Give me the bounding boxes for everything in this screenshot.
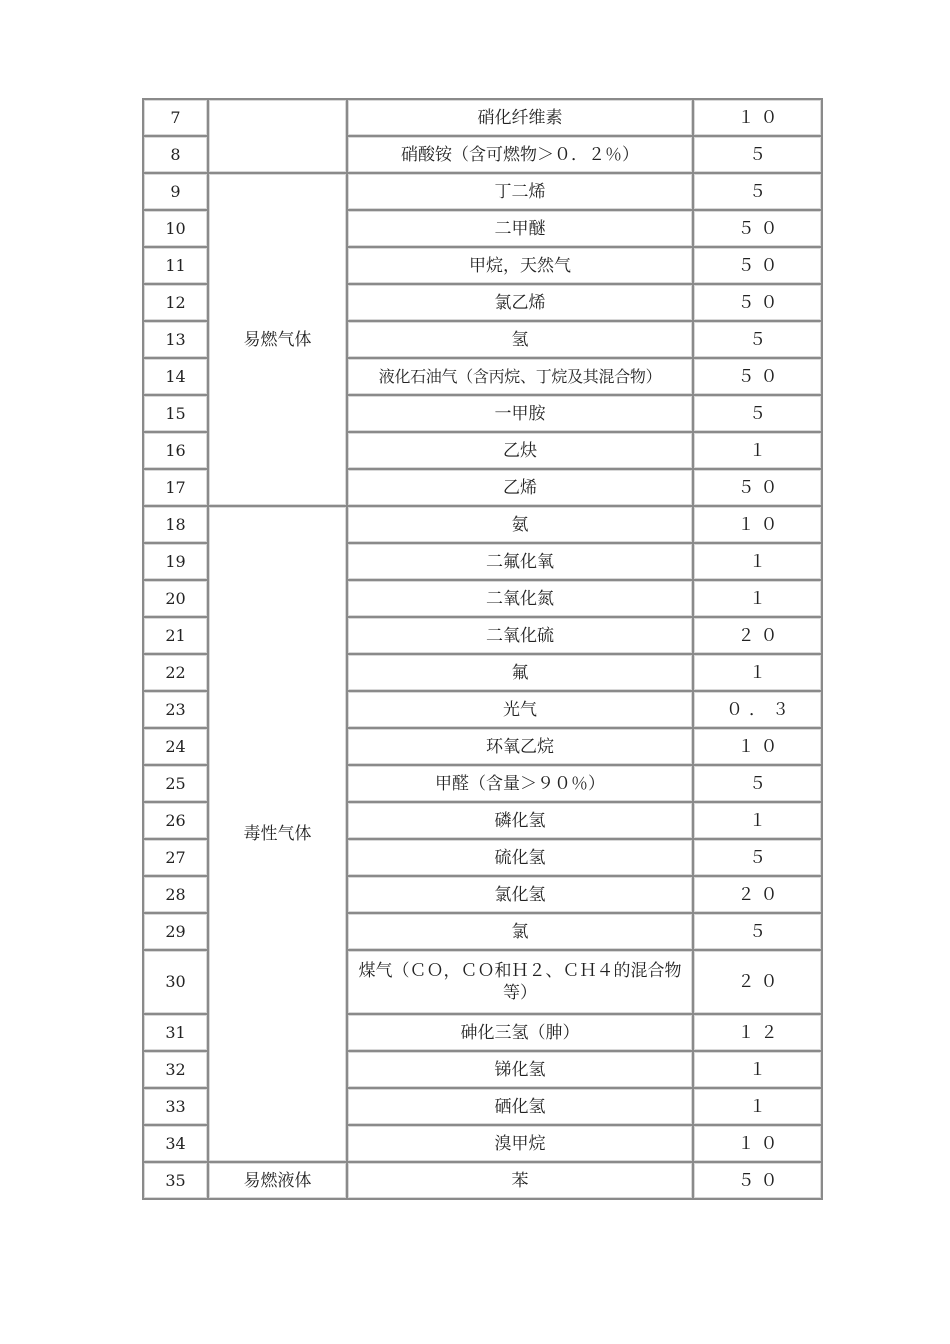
row-number: 35 (144, 1163, 209, 1200)
row-number: 20 (144, 581, 209, 618)
substance-name: 溴甲烷 (348, 1126, 694, 1163)
threshold-quantity: ２０ (694, 877, 823, 914)
row-number: 13 (144, 322, 209, 359)
threshold-quantity: ５０ (694, 285, 823, 322)
row-number: 28 (144, 877, 209, 914)
substance-name: 乙烯 (348, 470, 694, 507)
category-cell-empty (209, 100, 348, 174)
row-number: 17 (144, 470, 209, 507)
threshold-quantity: ５０ (694, 470, 823, 507)
row-number: 21 (144, 618, 209, 655)
threshold-quantity: ５０ (694, 211, 823, 248)
threshold-quantity: １ (694, 1052, 823, 1089)
row-number: 26 (144, 803, 209, 840)
substance-name: 光气 (348, 692, 694, 729)
threshold-quantity: ５０ (694, 359, 823, 396)
table-row (144, 174, 823, 211)
threshold-quantity: １ (694, 1089, 823, 1126)
threshold-quantity: ０．３ (694, 692, 823, 729)
substance-name: 丁二烯 (348, 174, 694, 211)
row-number: 10 (144, 211, 209, 248)
substance-name: 砷化三氢（胂） (348, 1015, 694, 1052)
substance-name: 煤气（ＣＯ，ＣＯ和Ｈ２、ＣＨ４的混合物等） (348, 951, 694, 1015)
substance-name: 氨 (348, 507, 694, 544)
row-number: 16 (144, 433, 209, 470)
threshold-quantity: ５ (694, 396, 823, 433)
row-number: 12 (144, 285, 209, 322)
threshold-quantity: １ (694, 544, 823, 581)
row-number: 25 (144, 766, 209, 803)
category-toxic-gas: 毒性气体 (209, 507, 348, 1163)
substance-name: 甲烷，天然气 (348, 248, 694, 285)
threshold-quantity: １０ (694, 729, 823, 766)
row-number: 30 (144, 951, 209, 1015)
substance-name: 氯 (348, 914, 694, 951)
table-row (144, 100, 823, 137)
substance-name: 液化石油气（含丙烷、丁烷及其混合物） (348, 359, 694, 396)
substance-name: 氯乙烯 (348, 285, 694, 322)
substance-name: 二氧化硫 (348, 618, 694, 655)
substance-name: 硒化氢 (348, 1089, 694, 1126)
table-row (144, 507, 823, 544)
threshold-quantity: １０ (694, 507, 823, 544)
substance-name: 甲醛（含量＞９０％） (348, 766, 694, 803)
threshold-quantity: １２ (694, 1015, 823, 1052)
table-row (144, 1163, 823, 1200)
substance-name: 二氟化氧 (348, 544, 694, 581)
row-number: 8 (144, 137, 209, 174)
hazardous-substances-table (142, 98, 823, 1200)
substance-name: 二氧化氮 (348, 581, 694, 618)
threshold-quantity: １ (694, 433, 823, 470)
row-number: 29 (144, 914, 209, 951)
threshold-quantity: ５ (694, 137, 823, 174)
category-flammable-gas: 易燃气体 (209, 174, 348, 507)
row-number: 22 (144, 655, 209, 692)
substance-name: 氢 (348, 322, 694, 359)
row-number: 24 (144, 729, 209, 766)
threshold-quantity: １０ (694, 1126, 823, 1163)
threshold-quantity: ５０ (694, 1163, 823, 1200)
substance-name: 硝化纤维素 (348, 100, 694, 137)
threshold-quantity: ５０ (694, 248, 823, 285)
row-number: 7 (144, 100, 209, 137)
row-number: 27 (144, 840, 209, 877)
substance-name: 二甲醚 (348, 211, 694, 248)
row-number: 9 (144, 174, 209, 211)
category-flammable-liquid: 易燃液体 (209, 1163, 348, 1200)
threshold-quantity: １ (694, 581, 823, 618)
row-number: 11 (144, 248, 209, 285)
substance-name: 氯化氢 (348, 877, 694, 914)
threshold-quantity: ５ (694, 840, 823, 877)
threshold-quantity: ５ (694, 174, 823, 211)
threshold-quantity: ５ (694, 914, 823, 951)
substance-name: 硝酸铵（含可燃物＞０．２％） (348, 137, 694, 174)
threshold-quantity: １ (694, 655, 823, 692)
threshold-quantity: ５ (694, 766, 823, 803)
threshold-quantity: １ (694, 803, 823, 840)
substance-name: 硫化氢 (348, 840, 694, 877)
substance-name: 氟 (348, 655, 694, 692)
threshold-quantity: ２０ (694, 951, 823, 1015)
row-number: 19 (144, 544, 209, 581)
threshold-quantity: １０ (694, 100, 823, 137)
row-number: 15 (144, 396, 209, 433)
threshold-quantity: ２０ (694, 618, 823, 655)
substance-name: 苯 (348, 1163, 694, 1200)
row-number: 33 (144, 1089, 209, 1126)
substance-name: 磷化氢 (348, 803, 694, 840)
row-number: 18 (144, 507, 209, 544)
threshold-quantity: ５ (694, 322, 823, 359)
substance-name: 一甲胺 (348, 396, 694, 433)
substance-name: 乙炔 (348, 433, 694, 470)
row-number: 34 (144, 1126, 209, 1163)
row-number: 14 (144, 359, 209, 396)
row-number: 31 (144, 1015, 209, 1052)
row-number: 32 (144, 1052, 209, 1089)
row-number: 23 (144, 692, 209, 729)
substance-name: 锑化氢 (348, 1052, 694, 1089)
substance-name: 环氧乙烷 (348, 729, 694, 766)
